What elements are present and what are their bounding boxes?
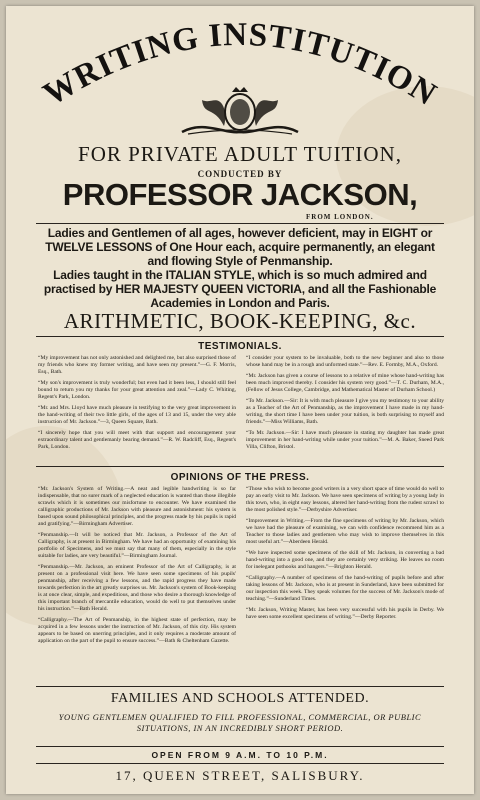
- press-left: [38, 486, 236, 649]
- testimonial: “I consider your system to be invaluable, both to the new beginner and also to those whose hand may be in a rough and unformed state.”—Rev. E. Formby, M.A., Oxford.: [246, 355, 444, 368]
- testimonial: “To Mr. Jackson.—Sir: It is with much pleasure I give you my testimony to your ability as a Teacher of the Art of Penmanship, as the improvement I have made in my hand-writing, the short time I have been under your tuition, is both surprising to myself and friends.”—Miss Williams, Bath.: [246, 398, 444, 425]
- testimonial: “To Mr. Jackson.—Sir: I have much pleasure in stating my daughter has made great improvement in her hand-writing while under your tuition.”—M. A. Baker, Sneed Park Villa, Clifton, Bristol.: [246, 430, 444, 450]
- press-quote: “Mr. Jackson, Writing Master, has been very successful with his pupils in Derby. We have seen some excellent specimens of writing.”—Derby Reporter.: [246, 607, 444, 620]
- testimonial: “Mr. and Mrs. Lloyd have much pleasure in testifying to the very great improvement in the hand-writing of their two little girls, of the ages of 13 and 15, under the very able instruction of Mr. Jackson.”—3, Queen Square, Bath.: [38, 405, 236, 425]
- poster-sheet: [6, 6, 474, 794]
- divider: [36, 763, 444, 764]
- testimonial: “Mr. Jackson has given a course of lessons to a relative of mine whose hand-writing has been much improved thereby. I consider his system very good.”—T. C. Durham, M.A., (Fellow of Jesus College, Cambridge, and Mathematical Master of Durham School.): [246, 373, 444, 393]
- divider: [36, 466, 444, 467]
- press-heading: OPINIONS OF THE PRESS.: [170, 472, 310, 483]
- divider: [36, 223, 444, 224]
- royal-arms-emblem-icon: [174, 86, 306, 138]
- testimonials-left: [38, 355, 236, 455]
- testimonials-right: [246, 355, 444, 455]
- conducted-by: CONDUCTED BY: [197, 169, 283, 179]
- press-quote: “Improvement in Writing.—From the fine specimens of writing by Mr. Jackson, which we have had the pleasure of examining, we can with confidence recommend him as a Teacher to those ladies and gentlemen who may wish to improve themselves in this most useful art.”—Aberdeen Herald.: [246, 518, 444, 545]
- press-quote: “We have inspected some specimens of the skill of Mr. Jackson, in converting a bad hand-writing into a good one, and they are certainly very striking. He leaves no room for inelegant pothooks and hangers.”—Brighton Herald.: [246, 550, 444, 570]
- press-columns: [38, 486, 444, 649]
- press-quote: “Penmanship.—It will be noticed that Mr. Jackson, a Professor of the Art of Calligraphy, is at present in Birmingham. We have had an opportunity of examining his portfolio of Specimens, and we must say that many of them, especially in the style suitable for ladies, are very beautiful.”—Birmingham Journal.: [38, 532, 236, 559]
- subtitle: FOR PRIVATE ADULT TUITION,: [78, 142, 402, 166]
- from-london: FROM LONDON.: [306, 213, 374, 221]
- families-heading: FAMILIES AND SCHOOLS ATTENDED.: [110, 691, 370, 706]
- testimonials-heading: TESTIMONIALS.: [198, 341, 282, 352]
- press-quote: “Penmanship.—Mr. Jackson, an eminent Professor of the Art of Calligraphy, is at present on a professional visit here. We have seen some specimens of his pupils' penmanship, after receiving a few lessons, and the rapid progress they have made towards perfection in the art greatly surprises us. Mr. Jackson's system of Book-keeping is at once clear, simple, and expeditious, and those who desire a thorough knowledge of this important branch of mercantile education, would do well to put themselves under his instruction.”—Bath Herald.: [38, 564, 236, 612]
- intro-italian-style: Ladies taught in the ITALIAN STYLE, which is so much admired and practised by HER MAJESTY QUEEN VICTORIA, and all the Fashionable Academies in London and Paris.: [43, 268, 437, 310]
- subjects-heading: ARITHMETIC, BOOK-KEEPING, &c.: [63, 309, 417, 333]
- intro-ladies-gentlemen: Ladies and Gentlemen of all ages, however deficient, may in EIGHT or TWELVE LESSONS of One Hour each, acquire permanently, an elegant and flowing Style of Penmanship.: [45, 226, 435, 268]
- press-quote: “Those who wish to become good writers in a very short space of time would do well to pay an early visit to Mr. Jackson. We have seen specimens of writing by a young lady in this town, who, in eight easy lessons, altered her hand-writing from the rudest scrawl to the most polished style.”—Derbyshire Advertiser.: [246, 486, 444, 513]
- testimonial: “My improvement has not only astonished and delighted me, but also surprised those of my friends who knew my former writing, and have seen my present.”—G. F. Morris, Esq., Bath.: [38, 355, 236, 375]
- testimonials-columns: [38, 355, 444, 455]
- press-quote: “Calligraphy.—A number of specimens of the hand-writing of pupils before and after taking lessons of Mr. Jackson, who is at present in Sunderland, have been submitted for our inspection this week. They speak volumes for the success of Mr. Jackson's mode of teaching.”—Sunderland Times.: [246, 575, 444, 602]
- press-quote: “Calligraphy.—The Art of Penmanship, in the highest state of perfection, may be acquired in a few lessons under the instruction of Mr. Jackson, of this city. His system appears to be based on unerring principles, and it only requires a moderate amount of application on the part of the pupil to ensure success.”—Bath & Cheltenham Gazette.: [38, 617, 236, 644]
- testimonial: “I sincerely hope that you will meet with that support and encouragement your extraordinary talent and gentlemanly bearing demand.”—R. W. Radcliff, Esq., Regent's Park, London.: [38, 430, 236, 450]
- press-quote: “Mr. Jackson's System of Writing.—A neat and legible handwriting is so far indispensable, that no surer mark of a neglected education is wanted than those illegible scrawls which it is sometimes our misfortune to encounter. We have examined the calligraphic productions of Mr. Jackson with pleasure and astonishment: his system is based upon sound philosophical principles, and the progress made by his pupils is rapid and gratifying.”—Birmingham Advertiser.: [38, 486, 236, 527]
- divider: [36, 746, 444, 747]
- divider: [36, 336, 444, 337]
- testimonial: “My son's improvement is truly wonderful; but even had it been less, I should still feel bound to return you my thanks for your great attention and zeal.”—Lady C. Whiting, Regent's Park, London.: [38, 380, 236, 400]
- press-right: [246, 486, 444, 649]
- divider: [36, 686, 444, 687]
- professor-name: PROFESSOR JACKSON,: [62, 177, 418, 212]
- young-gentlemen-note: YOUNG GENTLEMEN QUALIFIED TO FILL PROFESSIONAL, COMMERCIAL, OR PUBLIC SITUATIONS, IN AN INCREDIBLY SHORT PERIOD.: [58, 712, 422, 733]
- poster-title-text: WRITING INSTITUTION: [37, 16, 443, 108]
- opening-hours: OPEN FROM 9 A.M. TO 10 P.M.: [151, 750, 329, 760]
- address: 17, QUEEN STREET, SALISBURY.: [115, 768, 365, 783]
